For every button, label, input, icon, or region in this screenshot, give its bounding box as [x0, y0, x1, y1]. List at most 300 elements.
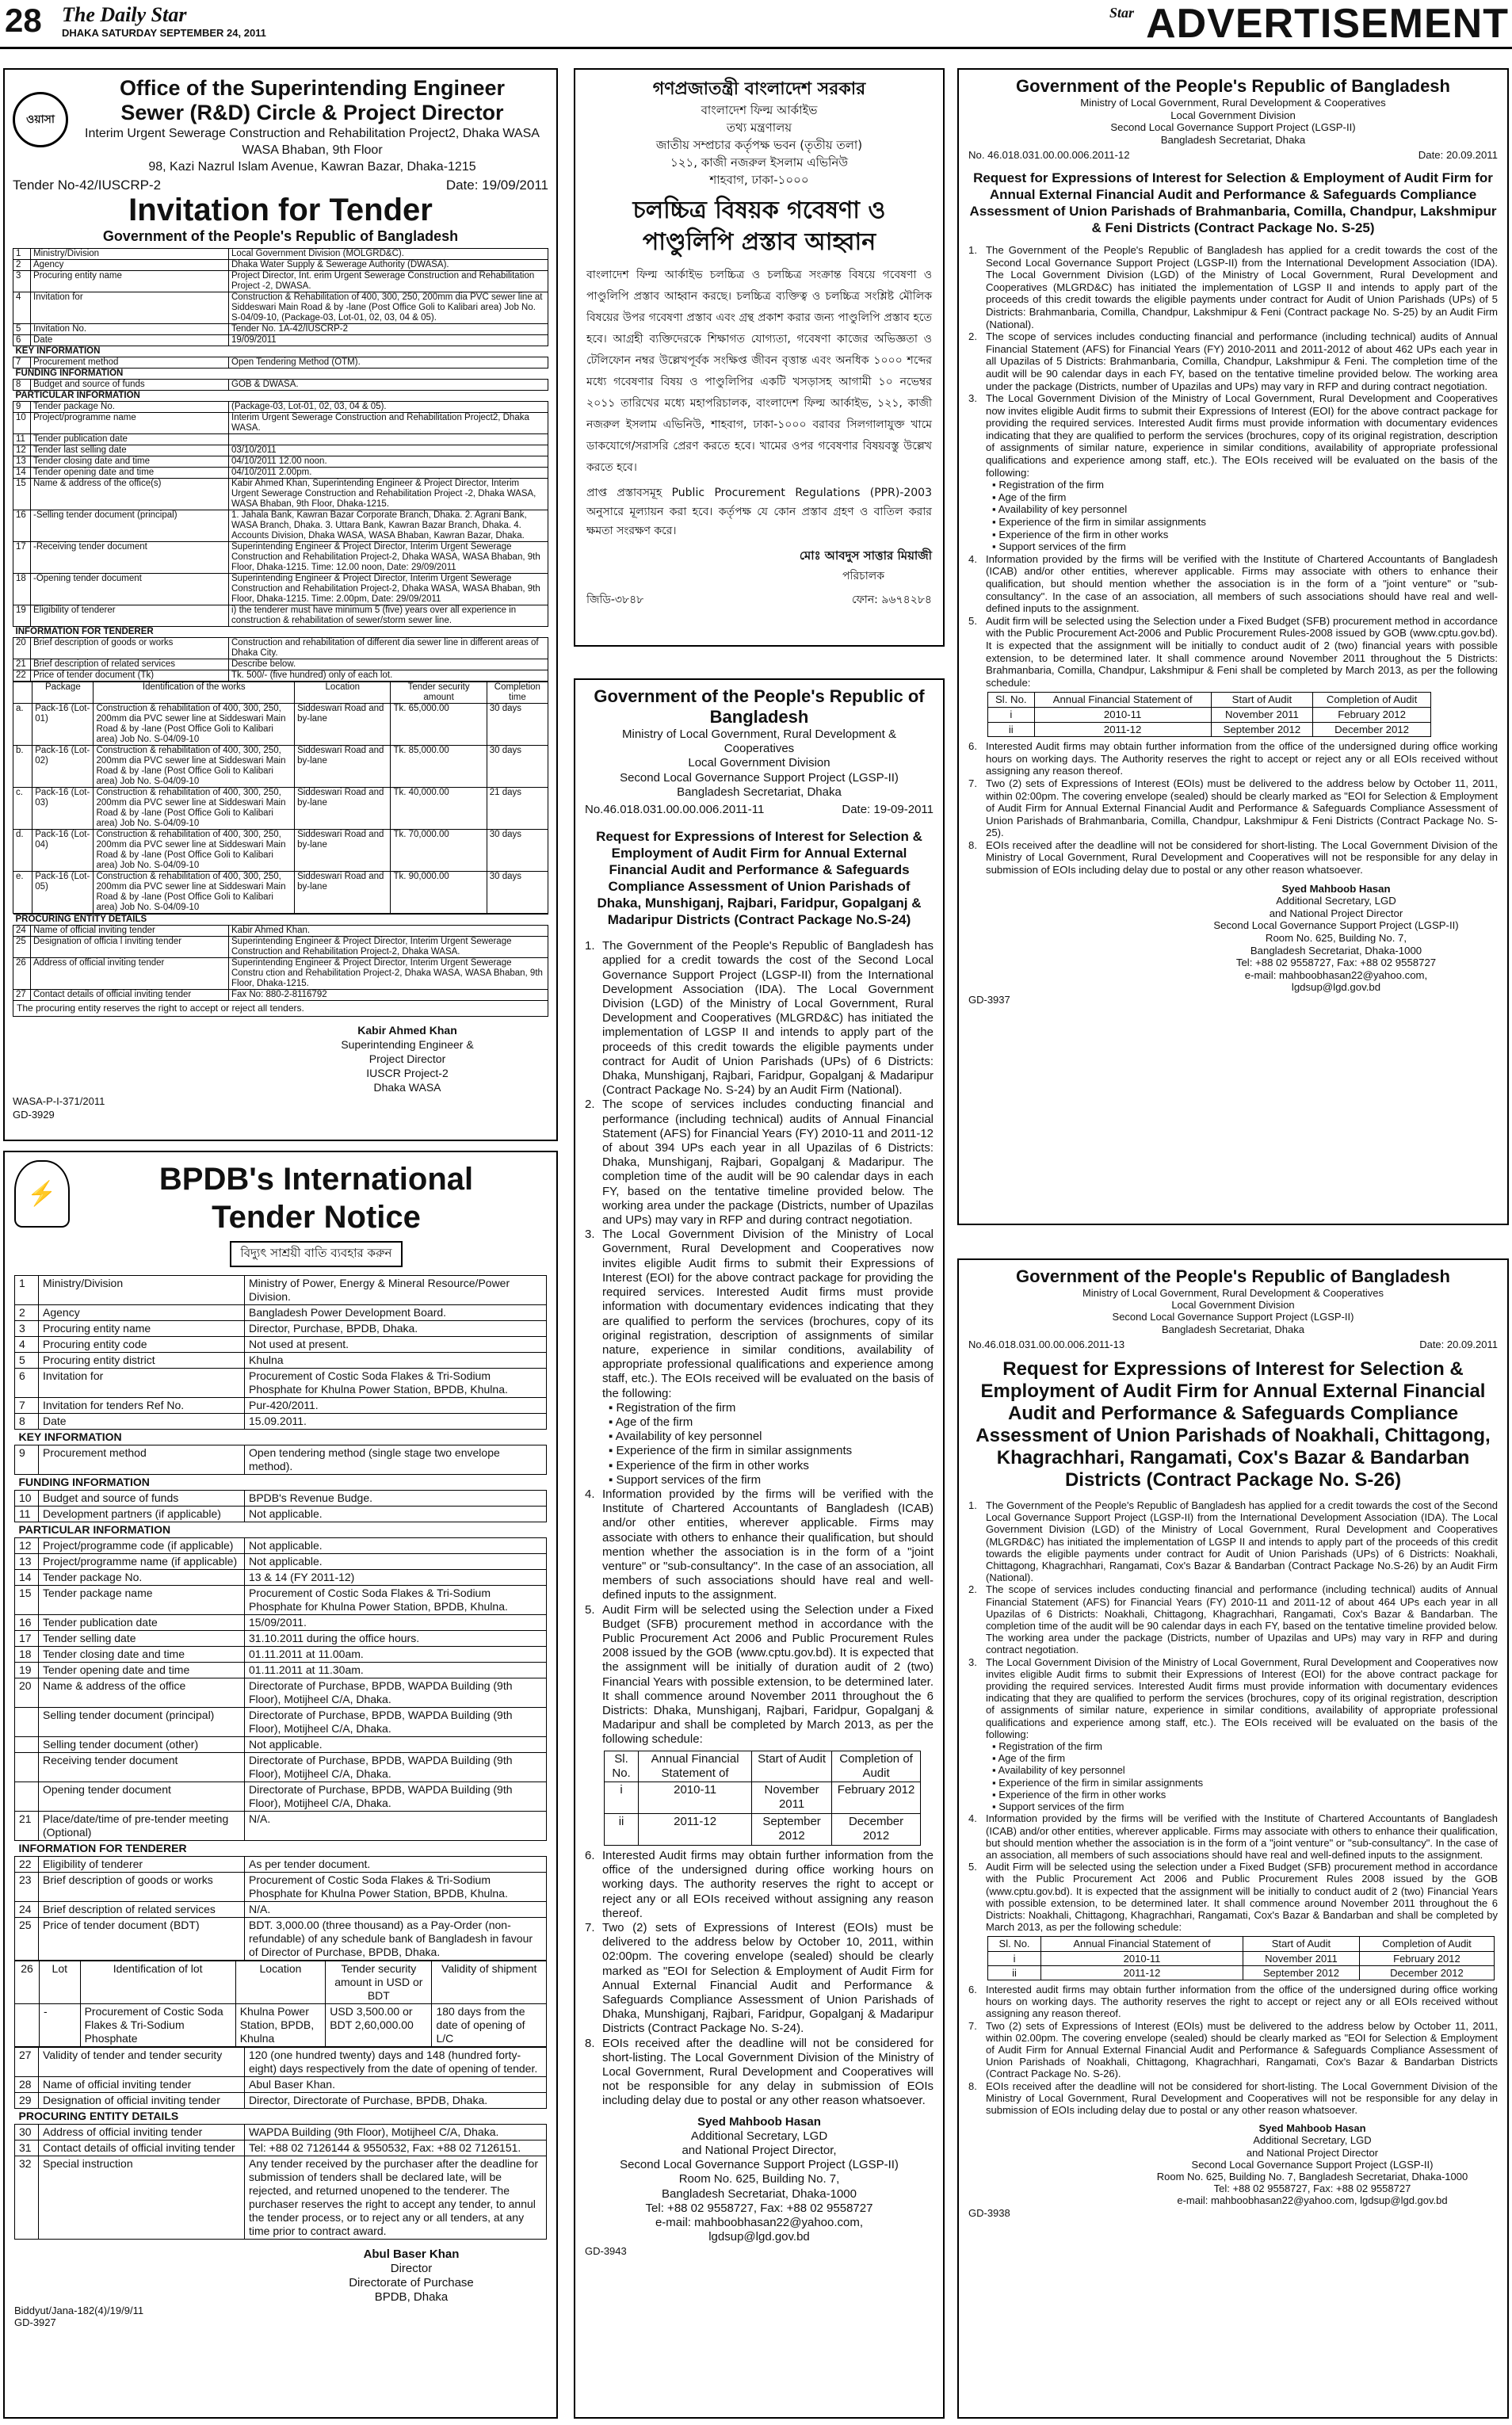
row-number: 7: [15, 1398, 39, 1414]
row-value: Pur-420/2011.: [245, 1398, 547, 1414]
schedule-header-cell: Annual Financial Statement of: [639, 1751, 752, 1782]
row-number: 2: [13, 260, 31, 271]
row-label: Price of tender document (BDT): [39, 1918, 245, 1961]
row-label: Procuring entity code: [39, 1337, 245, 1353]
page-number: 28: [5, 2, 42, 39]
bn-body: বাংলাদেশ ফিল্ম আর্কাইভ চলচ্চিত্র ও চলচ্চিত্র সংক্রান্ত বিষয়ে গবেষণা ও পাণ্ডুলিপি প্রস্তাব আহ্বান করছে। চলচ্চিত্র ব্যক্তিত্ব ও চলচ্চিত্র সংশ্লিষ্ট মৌলিক বিষয়ের উপর গবেষণা প্রস্তাব এবং গ্রন্থ প্রকাশ করার জন্য পাণ্ডুলিপি প্রস্তাব হতে হবে। আগ্রহী ব্যক্তিদেরকে শিক্ষাগত যোগ্যতা, গবেষণা কাজের অভিজ্ঞতা ও টেলিফোন নম্বর উল্লেখপূর্বক সংক্ষিপ্ত জীবন বৃত্তান্ত এবং অনধিক ১০০০ শব্দের মধ্যে গবেষণার বিষয় ও পাণ্ডুলিপির একটি খসড়াসহ আগামী ১০ নভেম্বর ২০১১ তারিখের মধ্যে মহাপরিচালক, বাংলাদেশ ফিল্ম আর্কাইভ, ১২১, কাজী নজরুল ইসলাম এভিনিউ, শাহবাগ, ঢাকা-১০০০ বরাবর সিলগালাযুক্ত খামে ডাকযোগে/সরাসরি প্রেরণ করতে হবে। খামের ওপর গবেষণার বিষয়বস্তু উল্লেখ করতে হবে।: [586, 269, 932, 474]
table-row: [15, 1554, 547, 1570]
criteria-item: ▪ Registration of the firm: [992, 479, 1498, 491]
row-number: 2: [15, 1305, 39, 1321]
wasa-date: Date: 19/09/2011: [445, 178, 548, 193]
row-label: Tender publication date: [39, 1615, 245, 1631]
lot-row: [13, 830, 548, 872]
row-label: Validity of tender and tender security: [39, 2048, 245, 2077]
schedule-header-cell: Start of Audit: [1243, 1937, 1359, 1951]
row-value: i) the tenderer must have minimum 5 (five) years over all experience in construction & rehabilitation of sewer/storm sewer line.: [229, 605, 548, 627]
paragraph-text: Interested audit firms may obtain further information from the office of the undersigned during office working hours on working days. The authority reserves the right to accept or reject any or all EOIs received without assigning any reason thereof.: [986, 1983, 1498, 2020]
signature-line: Syed Mahboob Hasan: [1281, 882, 1391, 895]
row-value: Director, Directorate of Purchase, BPDB, Dhaka.: [245, 2093, 547, 2109]
schedule-cell: December 2012: [832, 1814, 921, 1846]
row-number: 22: [13, 670, 31, 682]
table-row: [13, 456, 548, 468]
paragraph-number: 4.: [968, 552, 977, 565]
row-value: WAPDA Building (9th Floor), Motijheel C/A, Dhaka.: [245, 2125, 547, 2140]
row-number: 13: [13, 456, 31, 468]
row-label: Project/programme name: [31, 413, 229, 434]
lot-header-cell: Identification of lot: [80, 1961, 235, 2004]
paragraph-text: The Local Government Division of the Ministry of Local Government, Rural Development and Cooperatives now invites eligible Audit firms to submit their Expressions of Interest (EOI) for the above contract package for providing the required services. Interested Audit firms must provide information with documentary evidences indicating that they are qualified to perform the services (brochures, copy of its original registration, description of assignments of similar nature, experience in similar conditions, availability of appropriate professional qualifications and experience among staff, etc.). The EOIs received will be evaluated on the basis of the following:: [986, 1655, 1498, 1740]
wasa-sub-3: 98, Kazi Nazrul Islam Avenue, Kawran Bazar, Dhaka-1215: [148, 160, 476, 174]
lot-row: [13, 704, 548, 746]
signature-line: lgdsup@lgd.gov.bd: [708, 2230, 810, 2244]
row-label: Designation of officia l inviting tender: [31, 937, 229, 958]
schedule-header-cell: Start of Audit: [1211, 693, 1312, 708]
signature-line: Bangladesh Secretariat, Dhaka-1000: [662, 2186, 857, 2201]
row-value: Construction and rehabilitation of different dia sewer line in different areas of Dhaka City.: [229, 638, 548, 659]
row-number: 17: [13, 542, 31, 574]
criteria-item: ▪ Support services of the firm: [992, 1801, 1498, 1812]
wasa-heading: Invitation for Tender: [128, 193, 433, 227]
row-number: 10: [13, 413, 31, 434]
bpdb-info-table: [14, 1275, 547, 1961]
row-number: 15: [13, 479, 31, 510]
criteria-item: ▪ Age of the firm: [992, 491, 1498, 504]
row-value: Open tendering method (single stage two envelope method).: [245, 1445, 547, 1475]
paragraph-number: 4.: [585, 1487, 595, 1501]
row-label: Place/date/time of pre-tender meeting (Optional): [39, 1812, 245, 1841]
row-label: Procuring entity name: [39, 1321, 245, 1337]
criteria-item: ▪ Experience of the firm in other works: [992, 1789, 1498, 1801]
table-row: [15, 1305, 547, 1321]
signature-line: BPDB, Dhaka: [374, 2290, 449, 2304]
row-number: [15, 1782, 39, 1812]
row-value: Superintending Engineer & Project Director, Interim Urgent Sewerage Construction and Rehabilitation Project-2, Dhaka WASA, WASA Bhaban, 9th Floor, Dhaka-1215. Time: 2.00pm, Date: 29/09/2011: [229, 574, 548, 605]
table-row: [15, 1570, 547, 1586]
row-number: 15: [15, 1586, 39, 1615]
row-number: 11: [13, 434, 31, 445]
paragraph-number: 5.: [968, 614, 977, 627]
paragraph-text: The scope of services includes conducting financial and performance (including technical) audits of Annual Financial Statement (AFS) for Financial Years (FY) 2010-11 and 2011-12 of about 394 UPs each year in all Upazilas of 6 Districts: Dhaka, Munshiganj, Rajbari, Gopalganj & Madaripur. The completion time of the audit will be 90 calendar days in each FY, based on the tentative timeline provided below. The working area under the package (Districts, number of Upazilas and UPs) may vary in RFP and during contract negotiation.: [602, 1098, 934, 1228]
table-row: [15, 1369, 547, 1398]
signature-line: Additional Secretary, LGD: [690, 2129, 828, 2143]
wasa-note: The procuring entity reserves the right to accept or reject all tenders.: [13, 1001, 548, 1017]
row-label: Contact details of official inviting tender: [39, 2140, 245, 2156]
lot-cell: Procurement of Costic Soda Flakes & Tri-Sodium Phosphate: [80, 2004, 235, 2047]
row-label: Name & address of the office: [39, 1678, 245, 1708]
paragraph-number: 6.: [968, 740, 977, 753]
row-number: 16: [13, 510, 31, 542]
row-value: BPDB's Revenue Budge.: [245, 1491, 547, 1507]
table-row: [13, 413, 548, 434]
row-value: 04/10/2011 2.00pm.: [229, 468, 548, 479]
criteria-list: [992, 479, 1498, 553]
row-value: Kabir Ahmed Khan.: [229, 926, 548, 937]
eoi-paragraph: [968, 330, 1498, 392]
row-number: 1: [15, 1276, 39, 1305]
lot-row: [13, 788, 548, 830]
eoi-paragraph: [585, 1603, 934, 1747]
row-number: 20: [13, 638, 31, 659]
row-label: Invitation for tenders Ref No.: [39, 1398, 245, 1414]
row-value: Khulna: [245, 1353, 547, 1369]
signature-line: Kabir Ahmed Khan: [357, 1024, 457, 1037]
table-row: [13, 468, 548, 479]
row-value: Procurement of Costic Soda Flakes & Tri-Sodium Phosphate for Khulna Power Station, BPDB, Khulna.: [245, 1586, 547, 1615]
masthead: The Daily Star: [62, 3, 187, 26]
row-number: 25: [13, 937, 31, 958]
row-label: Agency: [39, 1305, 245, 1321]
row-number: 17: [15, 1631, 39, 1647]
criteria-item: ▪ Experience of the firm in other works: [609, 1459, 934, 1473]
section-heading: INFORMATION FOR TENDERER: [15, 1841, 547, 1857]
eoi-paragraph: [968, 1861, 1498, 1933]
table-row: [13, 510, 548, 542]
lot-cell: 30 days: [487, 746, 548, 788]
signature-line: Superintending Engineer &: [341, 1038, 474, 1051]
lot-cell: b.: [13, 746, 32, 788]
signature-line: Room No. 625, Building No. 7,: [678, 2172, 840, 2186]
row-value: As per tender document.: [245, 1857, 547, 1873]
eoi-paragraph: [585, 1487, 934, 1603]
criteria-item: ▪ Experience of the firm in similar assignments: [992, 1777, 1498, 1789]
schedule-header-cell: Completion of Audit: [1359, 1937, 1494, 1951]
table-row: [13, 638, 548, 659]
signature-line: Dhaka WASA: [373, 1081, 441, 1094]
lot-cell: Siddeswari Road and by-lane: [295, 788, 391, 830]
eoi-subtitle: Ministry of Local Government, Rural Development & Cooperatives: [1080, 97, 1386, 109]
row-value: 15.09.2011.: [245, 1414, 547, 1430]
signature-line: Project Director: [368, 1052, 446, 1065]
row-label: -Receiving tender document: [31, 542, 229, 574]
table-row: [13, 659, 548, 670]
section-heading: FUNDING INFORMATION: [15, 1475, 547, 1491]
row-label: Name & address of the office(s): [31, 479, 229, 510]
row-value: (Package-03, Lot-01, 02, 03, 04 & 05).: [229, 402, 548, 413]
table-row: [13, 958, 548, 990]
row-number: 14: [13, 468, 31, 479]
bn-phone: ফোন: ৯৬৭৪২৮৪: [851, 594, 932, 606]
lot-row: [13, 746, 548, 788]
row-label: Selling tender document (other): [39, 1737, 245, 1753]
signature-line: Bangladesh Secretariat, Dhaka-1000: [1250, 944, 1422, 957]
section-row: [15, 1430, 547, 1445]
lot-header-cell: Location: [295, 682, 391, 704]
table-row: [13, 937, 548, 958]
paragraph-text: EOIs received after the deadline will not be considered for short-listing. The Local Government Division of the Ministry of Local Government, Rural Development and Cooperatives will not be responsible for any delay in submission of EOIs including delay due to postal or any other reason whatsoever.: [986, 2079, 1498, 2116]
paragraph-text: Two (2) sets of Expressions of Interest (EOIs) must be delivered to the address below by October 11, 2011, within 02.00pm. The covering envelope (sealed) should be clearly marked as "EOI for Selection & Employment of Audit Firm for Annual External Financial Audit and Performance & Safeguards Compliance Assessment of Union Parishads of Noakhali, Chittagong, Khagrachhari, Rangamati, Cox's Bazar & Bandarban Districts (Contract Package No. S-26).: [986, 2019, 1498, 2080]
table-row: [15, 1353, 547, 1369]
section-row: [15, 1841, 547, 1857]
table-row: [15, 2048, 547, 2077]
schedule-cell: 2011-12: [1041, 1965, 1243, 1980]
lot-cell: Construction & rehabilitation of 400, 300, 250, 200mm dia PVC sewer line at Siddeswari Main Road & by -lane (Post Office Goli to Kalibari area) Job No. S-04/09-10: [94, 788, 295, 830]
lot-cell: Khulna Power Station, BPDB, Khulna: [235, 2004, 326, 2047]
row-value: 19/09/2011: [229, 335, 548, 346]
wasa-tender-no: Tender No-42/IUSCRP-2: [13, 178, 162, 193]
row-value: Not applicable.: [245, 1554, 547, 1570]
row-label: Brief description of goods or works: [39, 1873, 245, 1902]
table-row: [15, 1663, 547, 1678]
row-number: 29: [15, 2093, 39, 2109]
signature-line: e-mail: mahboobhasan22@yahoo.com, lgdsup@lgd.gov.bd: [1177, 2194, 1448, 2207]
page-header: [0, 0, 1512, 49]
row-label: Tender closing date and time: [39, 1647, 245, 1663]
row-number: 19: [15, 1663, 39, 1678]
table-row: [15, 2125, 547, 2140]
row-label: Tender package No.: [31, 402, 229, 413]
row-value: Not applicable.: [245, 1737, 547, 1753]
eoi-subtitle: Ministry of Local Government, Rural Development & Cooperatives: [1082, 1287, 1384, 1299]
row-label: Procurement method: [31, 357, 229, 369]
criteria-list: [992, 1740, 1498, 1812]
section-heading: KEY INFORMATION: [13, 346, 548, 357]
row-value: Procurement of Costic Soda Flakes & Tri-Sodium Phosphate for Khulna Power Station, BPDB, Khulna.: [245, 1369, 547, 1398]
schedule-cell: December 2012: [1313, 722, 1431, 737]
bn-line-3: তথ্য মন্ত্রণালয়: [726, 120, 792, 135]
table-row: [15, 1321, 547, 1337]
row-number: 12: [15, 1538, 39, 1554]
lot-header-cell: Tender security amount in USD or BDT: [326, 1961, 432, 2004]
table-row: [15, 1615, 547, 1631]
row-label: Tender publication date: [31, 434, 229, 445]
audit-schedule-table: [604, 1751, 921, 1846]
row-label: Ministry/Division: [31, 249, 229, 260]
table-row: [15, 1812, 547, 1841]
row-label: Budget and source of funds: [39, 1491, 245, 1507]
paragraph-text: The scope of services includes conducting financial and performance (including technical) audits of Annual Financial Statement (AFS) for Financial Years (FY) 2010-2011 and 2011-2012 of about 462 UPs each year in all Upazilas of 5 Districts: Brahmanbaria, Comilla, Chandpur, Lakshmipur & Feni. The completion time of the audit will be 90 calendar days in each FY, based on the tentative timeline provided below. The working area under the package (Districts, number of Upazilas and UPs) may vary in RFP and during contract negotiation.: [986, 330, 1498, 392]
schedule-cell: December 2012: [1359, 1965, 1494, 1980]
section-heading: PARTICULAR INFORMATION: [15, 1522, 547, 1538]
lot-cell: Siddeswari Road and by-lane: [295, 746, 391, 788]
row-number: 8: [15, 1414, 39, 1430]
bpdb-logo-icon: ⚡: [14, 1160, 70, 1228]
eoi-memo-no: No.46.018.031.00.00.006.2011-11: [585, 803, 765, 817]
lot-cell: e.: [13, 872, 32, 914]
schedule-cell: September 2012: [752, 1814, 832, 1846]
signature-line: Syed Mahboob Hasan: [1258, 2122, 1366, 2135]
row-value: 13 & 14 (FY 2011-12): [245, 1570, 547, 1586]
row-label: Eligibility of tenderer: [39, 1857, 245, 1873]
lot-cell: Pack-16 (Lot-01): [32, 704, 94, 746]
row-label: Date: [39, 1414, 245, 1430]
eoi-ref-row: [968, 149, 1498, 162]
lot-cell: Construction & rehabilitation of 400, 300, 250, 200mm dia PVC sewer line at Siddeswari Main Road & by -lane (Post Office Goli to Kalibari area) Job No. S-04/09-10: [94, 704, 295, 746]
schedule-cell: ii: [605, 1814, 639, 1846]
eoi-paragraph: [968, 777, 1498, 839]
signature-line: lgdsup@lgd.gov.bd: [1291, 981, 1381, 994]
lot-header-cell: Identification of the works: [94, 682, 295, 704]
table-row: [13, 990, 548, 1001]
signature-line: Room No. 625, Building No. 7,: [1265, 932, 1407, 945]
paragraph-text: Information provided by the firms will be verified with the Institute of Chartered Accountants of Bangladesh (ICAB) and/or other entities, wherever applicable. Firms may associate with others to enhance their qualification, but should mention whether the association is in the form of a "joint venture" or "sub-consultancy". In the case of an association, all members of such associations should have real and well-defined inputs to the assignment.: [986, 552, 1498, 615]
row-label: Brief description of related services: [31, 659, 229, 670]
schedule-row: [988, 1965, 1495, 1980]
row-number: 18: [13, 574, 31, 605]
table-row: [15, 2093, 547, 2109]
paragraph-number: 7.: [968, 2019, 977, 2032]
row-number: 5: [15, 1353, 39, 1369]
row-label: Date: [31, 335, 229, 346]
bpdb-tender-ad: [3, 1151, 558, 2419]
lot-cell: a.: [13, 704, 32, 746]
row-value: 120 (one hundred twenty) days and 148 (hundred forty-eight) days respectively from the date of opening of tender.: [245, 2048, 547, 2077]
eoi-subtitle: Bangladesh Secretariat, Dhaka: [1160, 133, 1306, 146]
eoi-paragraph: [585, 1228, 934, 1400]
eoi-paragraph: [585, 1098, 934, 1228]
row-value: Open Tendering Method (OTM).: [229, 357, 548, 369]
lot-header-cell: Validity of shipment: [432, 1961, 547, 2004]
eoi-s26-ad: [957, 1258, 1509, 2419]
eoi-memo-no: No.46.018.031.00.00.006.2011-13: [968, 1338, 1125, 1350]
lot-header-cell: Lot: [39, 1961, 80, 2004]
eoi-subtitle: Second Local Governance Support Project (LGSP-II): [1112, 1311, 1354, 1323]
row-number: 11: [15, 1507, 39, 1522]
schedule-row: [988, 722, 1431, 737]
section-row: [15, 2109, 547, 2125]
schedule-cell: November 2011: [1211, 707, 1312, 722]
eoi-paragraph: [585, 1849, 934, 1921]
paragraph-number: 6.: [968, 1983, 977, 1995]
signature-line: Abul Baser Khan: [363, 2247, 460, 2261]
bn-line-1: গণপ্রজাতন্ত্রী বাংলাদেশ সরকার: [652, 79, 866, 99]
row-value: Director, Purchase, BPDB, Dhaka.: [245, 1321, 547, 1337]
signature-line: Tel: +88 02 9558727, Fax: +88 02 9558727: [645, 2201, 873, 2215]
eoi-signature: [585, 2115, 934, 2245]
wasa-entity-table: [13, 914, 548, 1001]
lot-header-cell: 26: [15, 1961, 40, 2004]
schedule-cell: 2010-11: [1034, 707, 1211, 722]
lot-cell: USD 3,500.00 or BDT 2,60,000.00: [326, 2004, 432, 2047]
eoi-heading: Request for Expressions of Interest for Selection & Employment of Audit Firm for Annual External Financial Audit and Performance & Safeguards Compliance Assessment of Union Parishads of Noakhali, Chittagong, Khagrachhari, Rangamati, Cox's Bazar & Bandarban Districts (Contract Package No. S-26): [976, 1358, 1491, 1491]
schedule-row: [988, 1951, 1495, 1965]
bpdb-signature: [276, 2247, 547, 2305]
row-label: -Selling tender document (principal): [31, 510, 229, 542]
signature-line: Second Local Governance Support Project (LGSP-II): [620, 2158, 899, 2172]
schedule-cell: 2011-12: [1034, 722, 1211, 737]
paragraph-number: 8.: [585, 2036, 595, 2050]
table-row: [15, 1753, 547, 1782]
eoi-subtitle: Second Local Governance Support Project (LGSP-II): [620, 770, 899, 785]
table-row: [15, 1276, 547, 1305]
schedule-cell: i: [988, 1951, 1041, 1965]
row-label: Project/programme code (if applicable): [39, 1538, 245, 1554]
wasa-ref: WASA-P-I-371/2011: [13, 1095, 105, 1107]
film-archive-ad: [574, 68, 945, 647]
row-number: 23: [15, 1873, 39, 1902]
paragraph-text: Information provided by the firms will be verified with the Institute of Chartered Accountants of Bangladesh (ICAB) and/or other entities, wherever applicable. Firms may associate with others to enhance their qualification, but should mention whether the association is in the form of a "joint venture" or "sub-consultancy". In the case of an association, all members of such associations should have real and well-defined inputs to the assignment.: [986, 1812, 1498, 1861]
paragraph-number: 3.: [968, 392, 977, 405]
row-label: Brief description of goods or works: [31, 638, 229, 659]
eoi-subtitle: Cooperatives: [724, 742, 795, 756]
row-value: 01.11.2011 at 11.00am.: [245, 1647, 547, 1663]
eoi-title: Government of the People's Republic of Bangladesh: [594, 686, 925, 727]
table-row: [13, 292, 548, 324]
bn-sign-name: মোঃ আবদুস সাত্তার মিয়াজী: [799, 548, 932, 563]
row-label: Invitation for: [31, 292, 229, 324]
eoi-s24-ad: [574, 678, 945, 2419]
eoi-paragraph: [585, 939, 934, 1098]
row-label: Budget and source of funds: [31, 380, 229, 391]
row-value: Not used at present.: [245, 1337, 547, 1353]
row-value: Kabir Ahmed Khan, Superintending Engineer & Project Director, Interim Urgent Sewerage Construction and Rehabilitation Project -2, Dhaka WASA, WASA Bhaban, 9th Floor, Dhaka-1215.: [229, 479, 548, 510]
row-number: 10: [15, 1491, 39, 1507]
row-label: Tender package No.: [39, 1570, 245, 1586]
eoi-subtitle: Local Government Division: [688, 756, 830, 770]
bpdb-title-1: BPDB's International: [158, 1162, 474, 1197]
schedule-cell: 2010-11: [1041, 1951, 1243, 1965]
lot-header-cell: Package: [32, 682, 94, 704]
row-value: Directorate of Purchase, BPDB, WAPDA Building (9th Floor), Motijheel C/A, Dhaka.: [245, 1678, 547, 1708]
lot-cell: Tk. 65,000.00: [391, 704, 487, 746]
row-label: Ministry/Division: [39, 1276, 245, 1305]
paragraph-number: 2.: [585, 1098, 595, 1112]
row-value: Project Director, Int. erim Urgent Sewerage Construction and Rehabilitation Project -2, DWASA.: [229, 271, 548, 292]
row-label: Receiving tender document: [39, 1753, 245, 1782]
row-number: 16: [15, 1615, 39, 1631]
row-number: [15, 1753, 39, 1782]
wasa-signature: [266, 1023, 548, 1094]
table-row: [15, 1398, 547, 1414]
row-label: Tender selling date: [39, 1631, 245, 1647]
row-value: 04/10/2011 12.00 noon.: [229, 456, 548, 468]
section-heading: FUNDING INFORMATION: [13, 369, 548, 380]
bn-line-2: বাংলাদেশ ফিল্ম আর্কাইভ: [701, 103, 818, 117]
paragraph-number: 6.: [585, 1849, 595, 1862]
table-row: [13, 335, 548, 346]
table-row: [15, 1873, 547, 1902]
schedule-header-row: [988, 1937, 1495, 1951]
schedule-header-cell: Sl. No.: [988, 1937, 1041, 1951]
dateline: DHAKA SATURDAY SEPTEMBER 24, 2011: [62, 27, 266, 39]
paragraph-text: The Local Government Division of the Ministry of Local Government, Rural Development and Cooperatives now invites eligible Audit firms to submit their Expressions of Interest (EOI) for the above contract package for providing the required services. Interested Audit firms must provide information with documentary evidences indicating that they are qualified to perform the services (brochures, copy of its original registration, description of assignments of similar nature, experience in similar conditions, availability of appropriate professional qualifications and experience among staff, etc.). The EOIs received will be evaluated on the basis of the following:: [986, 392, 1498, 479]
paragraph-number: 5.: [968, 1861, 977, 1873]
row-value: Local Government Division (MOLGRD&C).: [229, 249, 548, 260]
table-row: [15, 1708, 547, 1737]
section-row: [13, 915, 548, 926]
row-label: Agency: [31, 260, 229, 271]
row-number: 3: [15, 1321, 39, 1337]
section-heading: PARTICULAR INFORMATION: [13, 391, 548, 402]
row-value: Tk. 500/- (five hundred) only of each lot.: [229, 670, 548, 682]
bpdb-slogan: বিদ্যুৎ সাশ্রয়ী বাতি ব্যবহার করুন: [230, 1241, 403, 1267]
row-number: 12: [13, 445, 31, 456]
criteria-item: ▪ Experience of the firm in similar assignments: [992, 516, 1498, 529]
lot-cell: Tk. 40,000.00: [391, 788, 487, 830]
row-value: 1. Jahala Bank, Kawran Bazar Corporate Branch, Dhaka. 2. Agrani Bank, WASA Branch, Dhaka. 3. Uttara Bank, Kawran Bazar Branch, Dhaka. 4. Accounts Division, Dhaka WASA, WASA Bhaban, Kawran Bazar, Dhaka.: [229, 510, 548, 542]
eoi-signature: [1174, 883, 1498, 994]
row-number: 22: [15, 1857, 39, 1873]
eoi-paragraph: [968, 2080, 1498, 2117]
row-label: -Opening tender document: [31, 574, 229, 605]
paragraph-text: The Government of the People's Republic of Bangladesh has applied for a credit towards the cost of the Second Local Governance Support Project (LGSP-II) from the International Development Association (IDA). The Local Government Division (LGD) of the Ministry of Local Government, Rural Development and Cooperatives (MLGRD&C) has initiated the implementation of LGSP II and intends to apply part of the proceeds of this credit towards the eligible payments under contract for Audit of Union Parishads (UPs) of 5 Districts: Brahmanbaria, Comilla, Chandpur, Lakshmipur & Feni (Contract package No. S-25) by an Audit Firm (National).: [986, 243, 1498, 330]
row-value: Procurement of Costic Soda Flakes & Tri-Sodium Phosphate for Khulna Power Station, BPDB, Khulna.: [245, 1873, 547, 1902]
row-label: Special instruction: [39, 2156, 245, 2240]
row-value: Superintending Engineer & Project Director, Interim Urgent Sewerage Constru ction and Rehabilitation Project-2, Dhaka WASA, WASA Bhaban, 9th Floor, Dhaka-1215.: [229, 958, 548, 990]
table-row: [13, 605, 548, 627]
wasa-title-2: Sewer (R&D) Circle & Project Director: [120, 101, 504, 124]
eoi-heading: Request for Expressions of Interest for Selection & Employment of Audit Firm for Annual External Financial Audit and Performance & Safeguards Compliance Assessment of Union Parishads of Dhaka, Munshiganj, Rajbari, Faridpur, Gopalganj & Madaripur Districts (Contract Package No.S-24): [596, 829, 922, 928]
criteria-item: ▪ Support services of the firm: [992, 540, 1498, 553]
paragraph-number: 7.: [968, 777, 977, 789]
paragraph-text: Interested Audit firms may obtain further information from the office of the undersigned during office working hours on working days. The Authority reserves the right to accept or reject any or all EOIs received without assigning any reason thereof.: [986, 740, 1498, 777]
star-logo: Star: [1109, 5, 1135, 21]
bpdb-gd: GD-3927: [14, 2316, 56, 2328]
paragraph-number: 3.: [968, 1655, 977, 1668]
row-label: Procurement method: [39, 1445, 245, 1475]
paragraph-number: 5.: [585, 1602, 595, 1617]
row-number: 13: [15, 1554, 39, 1570]
paragraph-number: 1.: [585, 939, 595, 953]
